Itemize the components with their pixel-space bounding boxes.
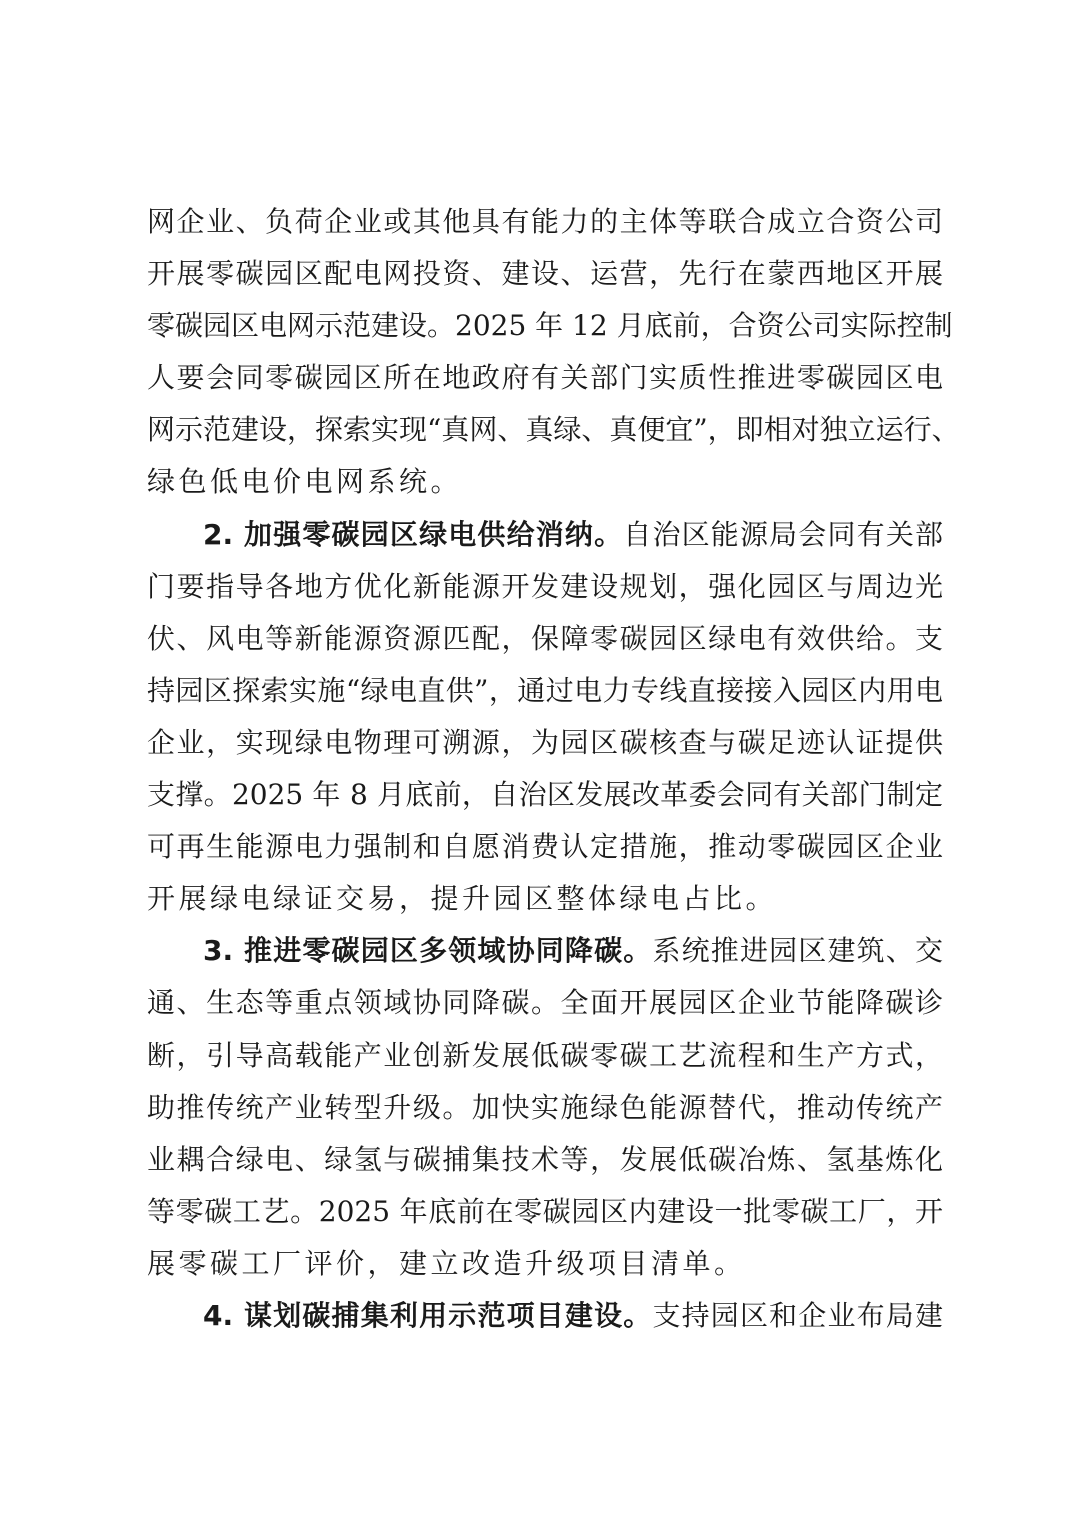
text-line: 等零碳工艺。2025 年底前在零碳园区内建设一批零碳工厂，开 — [147, 1194, 943, 1228]
text-line — [147, 509, 943, 561]
text-line: 通、生态等重点领域协同降碳。全面开展园区企业节能降碳诊 — [147, 986, 943, 1020]
text-line: 业耦合绿电、绿氢与碳捕集技术等，发展低碳冶炼、氢基炼化 — [147, 1142, 943, 1176]
text-run: 自治区能源局会同有关部 — [623, 517, 943, 551]
text-line: 开展绿电绿证交易，提升园区整体绿电占比。 — [147, 882, 778, 916]
text-line: 绿色低电价电网系统。 — [147, 465, 463, 499]
text-line: 人要会同零碳园区所在地政府有关部门实质性推进零碳园区电 — [147, 361, 943, 395]
section-heading: 2. 加强零碳园区绿电供给消纳。 — [203, 517, 624, 551]
text-line: 伏、风电等新能源资源匹配，保障零碳园区绿电有效供给。支 — [147, 621, 943, 655]
text-line: 网示范建设，探索实现“真网、真绿、真便宜”，即相对独立运行、 — [147, 413, 960, 447]
text-line: 开展零碳园区配电网投资、建设、运营，先行在蒙西地区开展 — [147, 257, 943, 291]
paragraph-1 — [147, 196, 960, 509]
text-line — [147, 925, 943, 977]
text-run: 系统推进园区建筑、交 — [652, 934, 943, 968]
document-page — [147, 196, 960, 1342]
paragraph-4 — [147, 1290, 943, 1342]
text-line: 断，引导高载能产业创新发展低碳零碳工艺流程和生产方式， — [147, 1038, 943, 1072]
text-line: 助推传统产业转型升级。加快实施绿色能源替代，推动传统产 — [147, 1090, 943, 1124]
text-run: 支持园区和企业布局建 — [652, 1298, 943, 1332]
text-line: 门要指导各地方优化新能源开发建设规划，强化园区与周边光 — [147, 569, 943, 603]
text-line: 网企业、负荷企业或其他具有能力的主体等联合成立合资公司 — [147, 205, 943, 238]
text-line: 企业，实现绿电物理可溯源，为园区碳核查与碳足迹认证提供 — [147, 725, 943, 759]
text-line: 零碳园区电网示范建设。2025 年 12 月底前，合资公司实际控制 — [147, 309, 953, 343]
section-heading: 4. 谋划碳捕集利用示范项目建设。 — [203, 1298, 653, 1332]
text-line: 支撑。2025 年 8 月底前，自治区发展改革委会同有关部门制定 — [147, 778, 943, 812]
text-line: 持园区探索实施“绿电直供”，通过电力专线直接接入园区内用电 — [147, 673, 943, 707]
paragraph-3 — [147, 925, 943, 1290]
text-line: 展零碳工厂评价，建立改造升级项目清单。 — [147, 1246, 746, 1280]
paragraph-2 — [147, 509, 943, 926]
text-line: 可再生能源电力强制和自愿消费认定措施，推动零碳园区企业 — [147, 830, 943, 864]
text-line — [147, 1290, 943, 1342]
section-heading: 3. 推进零碳园区多领域协同降碳。 — [203, 934, 653, 968]
